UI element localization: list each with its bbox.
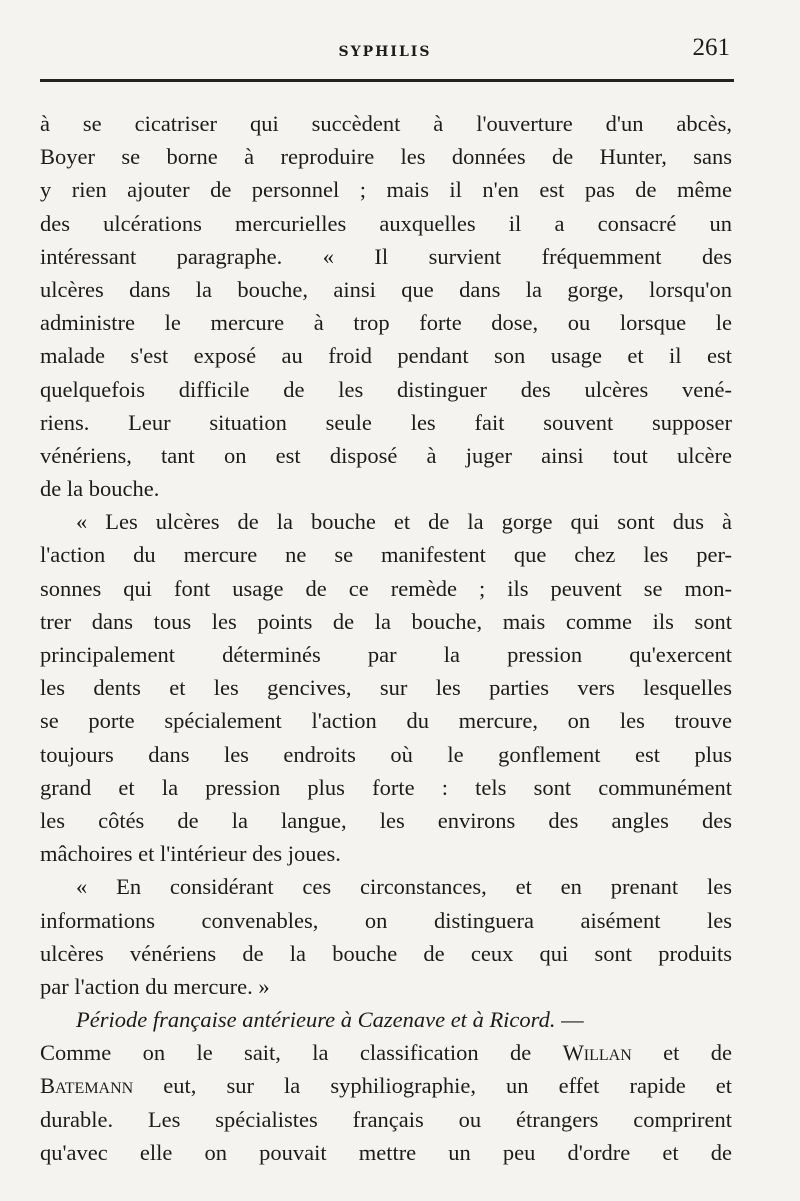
text-line: trer dans tous les points de la bouche, mais comme ils sont: [40, 608, 732, 634]
text-line: à se cicatriser qui succèdent à l'ouverture d'un abcès,: [40, 111, 732, 136]
text-line: informations convenables, on distinguera aisément les: [40, 907, 732, 933]
text-line: les dents et les gencives, sur les parties vers lesquelles: [40, 675, 732, 701]
text-line: toujours dans les endroits où le gonflement est plus: [40, 741, 732, 767]
text-line: se porte spécialement l'action du mercure, on les trouve: [40, 708, 732, 734]
section-heading: [40, 1003, 732, 1036]
text-line: intéressant paragraphe. « Il survient fréquemment des: [40, 243, 732, 269]
text-line: sonnes qui font usage de ce remède ; ils peuvent se mon-: [40, 575, 732, 601]
text-line: durable. Les spécialistes français ou étrangers comprirent: [40, 1106, 732, 1132]
text-line: [40, 1069, 732, 1102]
text-line: des ulcérations mercurielles auxquelles il a consacré un: [40, 210, 732, 236]
text-line: ulcères dans la bouche, ainsi que dans la gorge, lorsqu'on: [40, 276, 732, 302]
text-line: « En considérant ces circonstances, et en prenant les: [76, 874, 732, 900]
text-line: mâchoires et l'intérieur des joues.: [40, 841, 341, 867]
text-line: riens. Leur situation seule les fait souvent supposer: [40, 409, 732, 435]
text-fragment: eut, sur la syphiliographie, un effet rapide et: [133, 1073, 732, 1099]
author-name-bateman: Batemann: [40, 1073, 134, 1099]
header-rule: [40, 79, 734, 82]
page-number: 261: [692, 34, 730, 61]
running-head: [40, 34, 730, 70]
text-line: ulcères vénériens de la bouche de ceux qui sont produits: [40, 940, 732, 966]
body-text: [40, 107, 732, 1169]
text-line: « Les ulcères de la bouche et de la gorge qui sont dus à: [76, 509, 732, 535]
section-heading-title: Période française antérieure à Cazenave et à Ricord.: [76, 1007, 556, 1033]
text-line: grand et la pression plus forte : tels sont communément: [40, 774, 732, 800]
text-line: qu'avec elle on pouvait mettre un peu d'ordre et de: [40, 1139, 732, 1165]
author-name-willan: Willan: [562, 1040, 632, 1066]
text-line: par l'action du mercure. »: [40, 973, 270, 999]
text-line: Boyer se borne à reproduire les données de Hunter, sans: [40, 144, 732, 170]
text-fragment: et de: [631, 1040, 732, 1066]
text-line: y rien ajouter de personnel ; mais il n'en est pas de même: [40, 177, 732, 203]
text-line: principalement déterminés par la pression qu'exercent: [40, 642, 732, 667]
text-line: vénériens, tant on est disposé à juger ainsi tout ulcère: [40, 442, 732, 468]
text-fragment: Comme on le sait, la classification de: [40, 1040, 563, 1066]
text-line: les côtés de la langue, les environs des angles des: [40, 807, 732, 833]
text-line: quelquefois difficile de les distinguer des ulcères vené-: [40, 376, 732, 402]
text-line: malade s'est exposé au froid pendant son usage et il est: [40, 343, 732, 369]
text-line: [40, 1036, 732, 1069]
text-line: l'action du mercure ne se manifestent que chez les per-: [40, 542, 732, 568]
running-title: SYPHILIS: [338, 44, 432, 60]
text-line: administre le mercure à trop forte dose, ou lorsque le: [40, 310, 732, 336]
text-line: de la bouche.: [40, 476, 160, 502]
section-heading-dash: —: [555, 1007, 584, 1033]
